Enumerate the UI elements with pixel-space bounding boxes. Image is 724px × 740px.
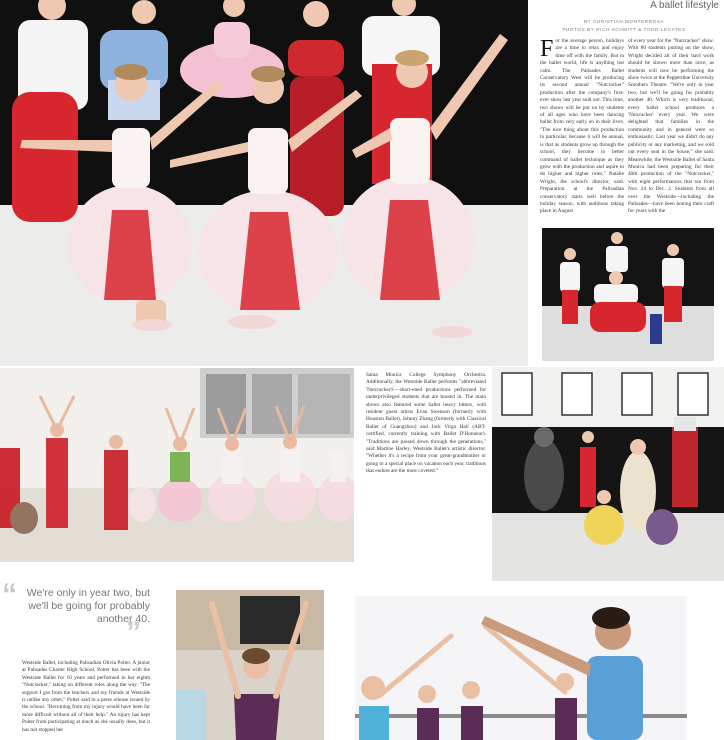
photo-rehearsal-studio bbox=[0, 368, 354, 562]
byline-photos: PHOTOS BY RICH SCHMITT & TODD LECATES bbox=[562, 27, 686, 32]
drop-cap: F bbox=[540, 38, 554, 62]
photo-costumed-group bbox=[542, 228, 714, 361]
body-column-4: Westside Ballet, including Palisadian Olivia Polter. A junior at Palisades Charter High School, Polter has been with the Westside Ballet for 10 years and performed in her eighth "Nutcracker," taking on different roles along the way. "The support I got from the teachers and my friends at Westside is unlike any other," Polter said in a press release issued by the school. "Becoming from my injury would have been far more difficult without all of their help." An injury has kept Polter from participating at much as she usually does, but it has not stopped her bbox=[22, 660, 150, 733]
photo-costumed-characters bbox=[492, 367, 724, 581]
body-column-1-text: or the average person, holidays are a time to relax and enjoy time off with the family. But in the ballet world, life is anything but calm. The Palisades Ballet Conservatory West will be producing its second annual "Nutcracker" production after the company's first-ever show last year sold out. This time, two shows will be put on by students of all ages who have been dancing ballet from very early on in their lives. "The nice thing about this production in particular, because it will be annual, is that as students grow up through the school, they become in better command of ballet technique as they grow with the production and aspire to do higher and higher roles," Natalie Wright, the school's director, said. Preparation at the Palisadian conservatory starts well before the holiday season, with auditions taking place in August bbox=[540, 38, 624, 215]
photo-dancer-arms-raised bbox=[176, 590, 324, 740]
quote-close-mark: ” bbox=[126, 616, 141, 649]
byline-author: BY CHRISTIAN MONTERROSA bbox=[583, 19, 665, 24]
article-subtitle: A ballet lifestyle bbox=[650, 0, 719, 11]
article-text-column bbox=[529, 0, 724, 228]
photo-teacher-instruction bbox=[355, 596, 687, 740]
pull-quote: We're only in year two, but we'll be going for probably another 40. bbox=[26, 587, 150, 625]
article-text-column-mid bbox=[366, 372, 486, 572]
quote-open-mark: “ bbox=[2, 580, 17, 611]
body-column-3: Santa Monica College Symphony Orchestra. Additionally, the Westside Ballet performs "abbreviated 'Nutcracker's'—short-ened productions performed for underprivileged students that are bussed in. The main shows also featured some ballet heavy hitters, with resident guest artists Evan Swenson (formerly with Houston Ballet), Johnny Zhang (formerly with Classical Ballet of Guangzhou) and Jack Virga Hall (ABT-certified, currently training with Ballet D'Honneur). "Traditions are passed down through the generations," said Martine Harley, Westside Ballet's artistic director. "Whether it's a recipe from your great-grandmother or going to a special place on vacation each year, traditions that endure are the most coveted." bbox=[366, 372, 486, 475]
body-column-1 bbox=[540, 38, 624, 228]
pull-quote-block bbox=[0, 580, 175, 740]
body-column-2: of every year for the "Nutcracker" show. With 80 students putting on the show, Wright decided all of their hard work should be shown more than once, as students will now be performing the show twice at the Pepperdine University Smothers Theatre. "We're only in year two, but we'll be going for probably another 40. Which is very traditional, every ballet school produces a 'Nutcracker' every year. We were delighted that families in the community and in general were so enthusiastic. Last year we didn't do any publicity or any marketing, and we sold out every seat in the house," she said. Meanwhile, the Westside Ballet of Santa Monica had been preparing for their 40th production of the "Nutcracker," with eight performances that ran from Nov. 24 to Dec. 2. Students from all over the Westside—including the Palisades—have been honing their craft for years with the bbox=[628, 38, 714, 215]
hero-photo-dancers bbox=[0, 0, 528, 366]
